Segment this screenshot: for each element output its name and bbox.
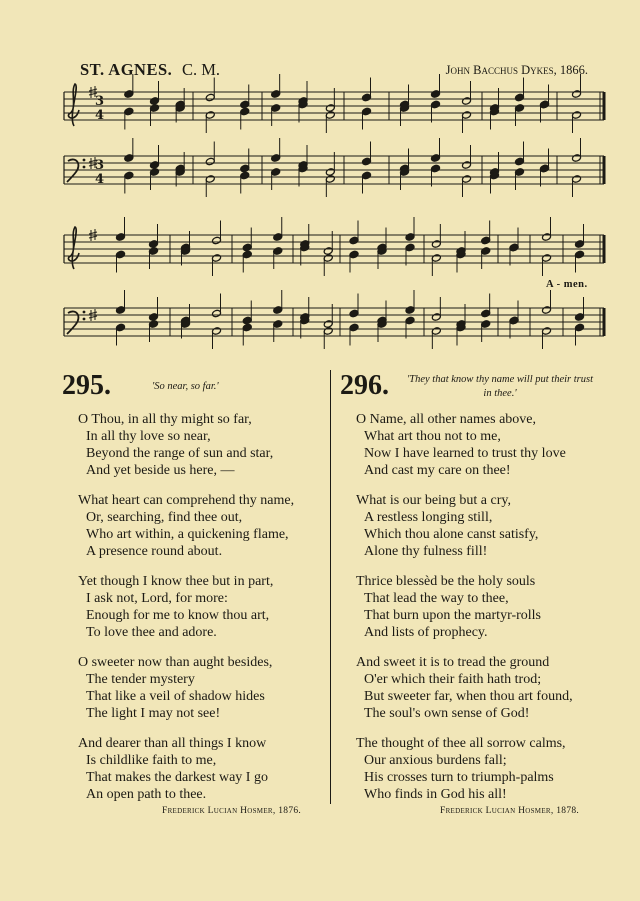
note-head	[240, 164, 250, 173]
note-head	[325, 111, 335, 120]
note-head	[362, 107, 372, 116]
note-head	[572, 90, 582, 99]
note-head	[515, 157, 525, 166]
music-score	[0, 0, 640, 370]
verse-line: What heart can comprehend thy name,	[78, 493, 295, 508]
stanza	[356, 411, 573, 479]
note-head	[325, 104, 335, 113]
stanza	[78, 492, 294, 560]
verse-line: In all thy love so near,	[86, 429, 211, 444]
note-head	[462, 97, 472, 106]
note-head	[271, 104, 281, 113]
note-head	[273, 306, 283, 315]
note-head	[575, 240, 585, 249]
verse-line: The thought of thee all sorrow calms,	[356, 736, 566, 751]
stanza	[78, 411, 294, 479]
hymn-subtitle-296: 'They that know thy name will put their trust in thee.'	[407, 374, 593, 399]
note-head	[212, 309, 222, 318]
verse-line: That burn upon the martyr-rolls	[364, 608, 542, 623]
stanza	[78, 654, 294, 722]
note-head	[575, 313, 585, 322]
verse-line: Enough for me to know thou art,	[86, 608, 270, 623]
note-head	[240, 100, 250, 109]
bass-clef-dot	[83, 166, 86, 169]
verse-line: That like a veil of shadow hides	[86, 689, 265, 704]
note-head	[205, 157, 215, 166]
note-head	[349, 236, 359, 245]
note-head	[431, 100, 441, 109]
verse-line: Who finds in God his all!	[364, 787, 507, 802]
verse-line: Who art within, a quickening flame,	[86, 527, 289, 542]
time-sig-bottom: 4	[95, 172, 105, 187]
verse-line: Alone thy fulness fill!	[364, 544, 488, 559]
note-head	[271, 168, 281, 177]
verse-line: And yet beside us here, —	[86, 463, 235, 478]
bass-clef-dot	[83, 311, 86, 314]
note-head	[116, 233, 126, 242]
note-head	[575, 250, 585, 259]
note-head	[431, 254, 441, 263]
note-head	[405, 243, 415, 252]
verse-line: What art thou not to me,	[364, 429, 501, 444]
note-head	[273, 247, 283, 256]
note-head	[242, 243, 252, 252]
note-head	[405, 306, 415, 315]
note-head	[405, 233, 415, 242]
stanza	[356, 573, 573, 641]
note-head	[116, 323, 126, 332]
verse-line: A presence round about.	[86, 544, 223, 559]
note-head	[349, 323, 359, 332]
note-head	[481, 247, 491, 256]
verse-line: O Name, all other names above,	[356, 412, 536, 427]
note-head	[462, 111, 472, 120]
note-head	[323, 247, 333, 256]
note-head	[150, 97, 160, 106]
note-head	[362, 93, 372, 102]
verse-line: Yet though I know thee but in part,	[78, 574, 274, 589]
note-head	[150, 161, 160, 170]
note-head	[362, 157, 372, 166]
note-head	[271, 154, 281, 163]
note-head	[149, 313, 159, 322]
note-head	[481, 320, 491, 329]
note-head	[205, 111, 215, 120]
note-head	[572, 111, 582, 120]
column-divider	[330, 370, 331, 804]
note-head	[150, 168, 160, 177]
note-head	[325, 175, 335, 184]
verse-line: I ask not, Lord, for more:	[86, 591, 228, 606]
note-head	[149, 247, 159, 256]
time-sig-top: 3	[95, 94, 105, 109]
note-head	[542, 233, 552, 242]
verse-line: O sweeter now than aught besides,	[78, 655, 273, 670]
verse-line: But sweeter far, when thou art found,	[364, 689, 573, 704]
verse-line: That lead the way to thee,	[364, 591, 509, 606]
note-head	[462, 161, 472, 170]
verse-line: His crosses turn to triumph-palms	[364, 770, 554, 785]
bass-clef-dot	[83, 318, 86, 321]
verse-line: Thrice blessèd be the holy souls	[356, 574, 536, 589]
verse-line: A restless longing still,	[364, 510, 493, 525]
stanza	[356, 735, 573, 803]
note-head	[542, 254, 552, 263]
note-head	[431, 327, 441, 336]
hymn-subtitle-295: 'So near, so far.'	[152, 381, 219, 392]
note-head	[572, 175, 582, 184]
note-head	[349, 250, 359, 259]
note-head	[116, 250, 126, 259]
note-head	[124, 107, 134, 116]
note-head	[323, 254, 333, 263]
stanza	[356, 492, 573, 560]
verse-line: And cast my care on thee!	[364, 463, 511, 478]
tune-meter: C. M.	[182, 60, 221, 79]
verse-line: Now I have learned to trust thy love	[364, 446, 566, 461]
note-head	[481, 236, 491, 245]
note-head	[362, 171, 372, 180]
note-head	[212, 327, 222, 336]
time-sig-bottom: 4	[95, 108, 105, 123]
note-head	[242, 323, 252, 332]
note-head	[325, 168, 335, 177]
note-head	[273, 233, 283, 242]
note-head	[150, 104, 160, 113]
note-head	[242, 316, 252, 325]
verse-line: The light I may not see!	[86, 706, 221, 721]
note-head	[124, 171, 134, 180]
stanza	[78, 735, 294, 803]
note-head	[124, 90, 134, 99]
note-head	[405, 316, 415, 325]
note-head	[240, 107, 250, 116]
note-head	[431, 240, 441, 249]
amen-lyric: A - men.	[546, 279, 588, 290]
verse-line: Is childlike faith to me,	[86, 753, 217, 768]
tune-name: ST. AGNES.	[80, 60, 173, 79]
verse-line: Our anxious burdens fall;	[364, 753, 507, 768]
note-head	[323, 327, 333, 336]
verse-line: And dearer than all things I know	[78, 736, 267, 751]
hymn-number-295: 295.	[62, 370, 111, 401]
note-head	[515, 93, 525, 102]
hymn-text-295	[78, 411, 294, 816]
verse-line: O'er which their faith hath trod;	[364, 672, 542, 687]
note-head	[575, 323, 585, 332]
note-head	[242, 250, 252, 259]
note-head	[349, 309, 359, 318]
note-head	[273, 320, 283, 329]
note-head	[212, 254, 222, 263]
verse-line: Or, searching, find thee out,	[86, 510, 243, 525]
note-head	[240, 171, 250, 180]
verse-line: And sweet it is to tread the ground	[356, 655, 550, 670]
hymn-text-296	[356, 411, 573, 816]
verse-line: An open path to thee.	[86, 787, 207, 802]
note-head	[431, 90, 441, 99]
note-head	[323, 320, 333, 329]
note-head	[481, 309, 491, 318]
note-head	[431, 313, 441, 322]
verse-line: The soul's own sense of God!	[364, 706, 530, 721]
note-head	[509, 243, 519, 252]
note-head	[540, 100, 550, 109]
note-head	[205, 93, 215, 102]
time-sig-top: 3	[95, 158, 105, 173]
note-head	[542, 327, 552, 336]
verse-line: Which thou alone canst satisfy,	[364, 527, 539, 542]
note-head	[515, 104, 525, 113]
note-head	[149, 240, 159, 249]
note-head	[124, 154, 134, 163]
note-head	[116, 306, 126, 315]
stanza	[356, 654, 573, 722]
hymn-author-296: Frederick Lucian Hosmer, 1878.	[440, 806, 580, 816]
hymn-number-296: 296.	[340, 370, 389, 401]
verse-line: To love thee and adore.	[86, 625, 217, 640]
note-head	[462, 175, 472, 184]
note-head	[572, 154, 582, 163]
note-head	[205, 175, 215, 184]
note-head	[515, 168, 525, 177]
bass-clef-dot	[83, 159, 86, 162]
stanza	[78, 573, 294, 641]
note-head	[542, 306, 552, 315]
verse-line: O Thou, in all thy might so far,	[78, 412, 252, 427]
verse-line: And lists of prophecy.	[364, 625, 488, 640]
note-head	[431, 164, 441, 173]
verse-line: What is our being but a cry,	[356, 493, 511, 508]
note-head	[509, 316, 519, 325]
hymn-author-295: Frederick Lucian Hosmer, 1876.	[162, 806, 302, 816]
verse-line: The tender mystery	[86, 672, 195, 687]
tune-composer: John Bacchus Dykes, 1866.	[445, 63, 588, 77]
note-head	[271, 90, 281, 99]
note-head	[149, 320, 159, 329]
note-head	[540, 164, 550, 173]
verse-line: Beyond the range of sun and star,	[86, 446, 274, 461]
note-head	[212, 236, 222, 245]
note-head	[431, 154, 441, 163]
verse-line: That makes the darkest way I go	[86, 770, 268, 785]
